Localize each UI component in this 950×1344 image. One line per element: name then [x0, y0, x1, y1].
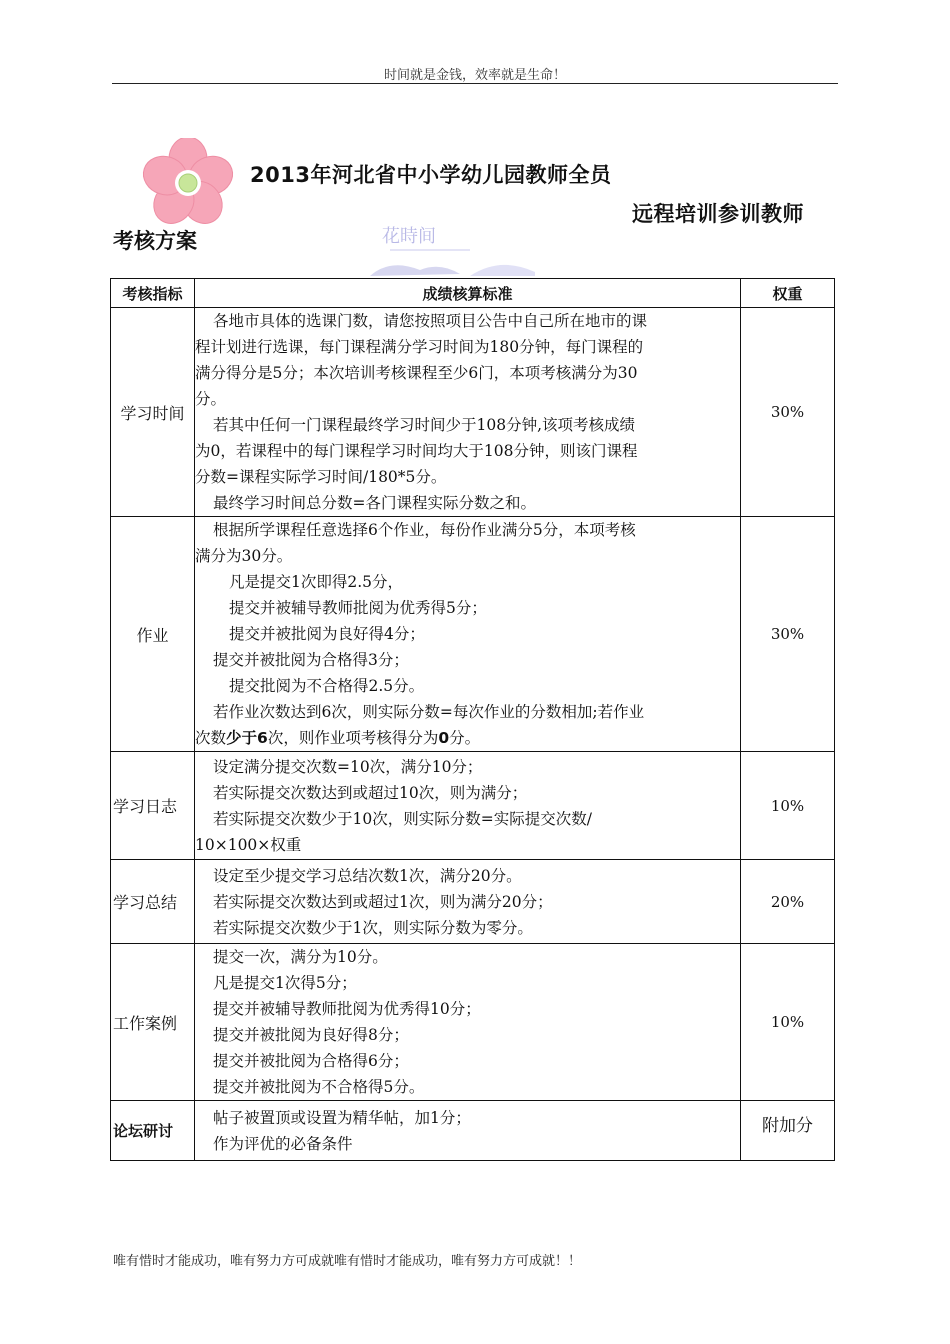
criteria-line: 提交一次，满分为10分。 — [213, 948, 388, 966]
criteria-cell — [195, 517, 741, 752]
criteria-cell — [195, 308, 741, 517]
criteria-line: 凡是提交1次得5分； — [213, 974, 357, 992]
flower-logo-icon — [136, 138, 240, 228]
criteria-line: 若实际提交次数达到或超过1次，则为满分20分； — [213, 892, 553, 911]
criteria-line: 若作业次数达到6次，则实际分数=每次作业的分数相加;若作业 — [213, 703, 645, 721]
table-row — [111, 308, 835, 517]
table-row — [111, 517, 835, 752]
criteria-line: 帖子被置顶或设置为精华帖，加1分； — [213, 1108, 471, 1127]
header-divider — [112, 83, 838, 84]
weight-cell: 30% — [741, 517, 835, 752]
weight-cell: 30% — [741, 308, 835, 517]
indicator-cell: 学习时间 — [111, 308, 195, 517]
criteria-fragment: 次数 — [195, 729, 227, 747]
criteria-line: 最终学习时间总分数=各门课程实际分数之和。 — [213, 494, 536, 512]
assessment-table — [110, 278, 835, 1161]
criteria-line: 根据所学课程任意选择6个作业，每份作业满分5分，本项考核 — [213, 521, 636, 539]
table-row — [111, 944, 835, 1101]
criteria-fragment: 次，则作业项考核得分为 — [267, 729, 439, 747]
table-row — [111, 860, 835, 944]
criteria-line: 提交并被批阅为良好得8分； — [213, 1026, 409, 1044]
weight-cell: 10% — [741, 752, 835, 860]
criteria-line: 提交批阅为不合格得2.5分。 — [229, 677, 425, 695]
indicator-cell: 作业 — [111, 517, 195, 752]
criteria-line: 提交并被批阅为良好得4分； — [229, 625, 425, 643]
header-motto: 时间就是金钱，效率就是生命！ — [383, 68, 566, 83]
criteria-fragment-bold: 0 — [438, 729, 450, 747]
table-row — [111, 1101, 835, 1161]
criteria-fragment: 分。 — [449, 729, 481, 747]
criteria-line: 凡是提交1次即得2.5分， — [229, 573, 404, 591]
header-indicator: 考核指标 — [111, 279, 195, 308]
watermark-text: 花時间 — [382, 226, 436, 247]
header-criteria: 成绩核算标准 — [195, 279, 741, 308]
weight-cell: 20% — [741, 860, 835, 944]
criteria-line: 若实际提交次数少于1次，则实际分数为零分。 — [213, 918, 533, 937]
criteria-line: 各地市具体的选课门数，请您按照项目公告中自己所在地市的课 — [213, 312, 648, 330]
criteria-line: 满分为30分。 — [195, 547, 293, 565]
title-line-3: 考核方案 — [113, 229, 197, 253]
criteria-line: 若实际提交次数达到或超过10次，则为满分； — [213, 783, 528, 802]
weight-cell: 10% — [741, 944, 835, 1101]
criteria-line: 提交并被批阅为合格得3分； — [213, 651, 409, 669]
criteria-line: 若其中任何一门课程最终学习时间少于108分钟,该项考核成绩 — [213, 416, 636, 434]
criteria-line: 分数=课程实际学习时间/180*5分。 — [195, 468, 447, 486]
criteria-line: 为0，若课程中的每门课程学习时间均大于108分钟，则该门课程 — [195, 442, 638, 460]
criteria-line: 作为评优的必备条件 — [213, 1134, 353, 1153]
criteria-line: 分。 — [195, 390, 227, 408]
criteria-line: 满分得分是5分；本次培训考核课程至少6门，本项考核满分为30 — [195, 364, 638, 382]
criteria-cell — [195, 944, 741, 1101]
criteria-line: 设定至少提交学习总结次数1次，满分20分。 — [213, 866, 522, 885]
table-row — [111, 752, 835, 860]
header-weight: 权重 — [741, 279, 835, 308]
criteria-fragment-bold: 少于6 — [226, 729, 268, 747]
criteria-line: 程计划进行选课，每门课程满分学习时间为180分钟，每门课程的 — [195, 338, 644, 356]
indicator-cell: 学习总结 — [111, 860, 195, 944]
criteria-line: 提交并被辅导教师批阅为优秀得5分； — [229, 599, 487, 617]
indicator-cell: 学习日志 — [111, 752, 195, 860]
criteria-line: 提交并被辅导教师批阅为优秀得10分； — [213, 1000, 481, 1018]
weight-cell: 附加分 — [741, 1101, 835, 1161]
watermark-logo — [360, 218, 550, 276]
criteria-line: 10×100×权重 — [195, 835, 302, 854]
footer-motto: 唯有惜时才能成功，唯有努力方可成就唯有惜时才能成功，唯有努力方可成就！！ — [113, 1254, 582, 1269]
criteria-line: 提交并被批阅为合格得6分； — [213, 1052, 409, 1070]
criteria-line: 提交并被批阅为不合格得5分。 — [213, 1078, 425, 1096]
indicator-cell: 论坛研讨 — [111, 1101, 195, 1161]
title-line-1: 2013年河北省中小学幼儿园教师全员 — [250, 163, 612, 187]
table-header-row — [111, 279, 835, 308]
criteria-line: 设定满分提交次数=10次，满分10分； — [213, 757, 483, 776]
criteria-cell — [195, 752, 741, 860]
criteria-cell — [195, 1101, 741, 1161]
criteria-line — [195, 725, 740, 751]
indicator-cell: 工作案例 — [111, 944, 195, 1101]
title-line-2: 远程培训参训教师 — [632, 202, 804, 226]
criteria-line: 若实际提交次数少于10次，则实际分数=实际提交次数/ — [213, 809, 592, 828]
criteria-cell — [195, 860, 741, 944]
